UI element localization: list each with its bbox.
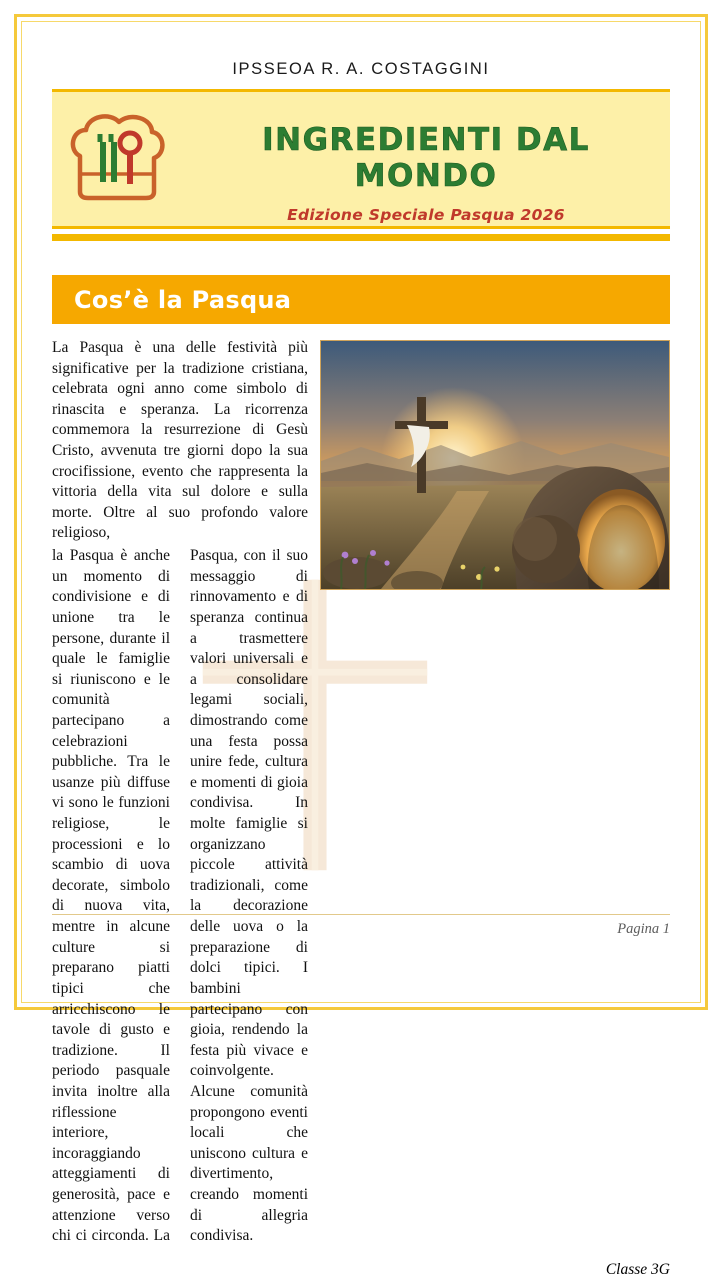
article-body: [52, 338, 670, 1279]
article-columns: [52, 546, 308, 1247]
page-footer: [52, 914, 670, 938]
article-photo: [320, 340, 670, 590]
article-signature: Classe 3G: [605, 1260, 670, 1278]
article-headline-text: Cos’è la Pasqua: [74, 285, 292, 314]
article-intro-paragraph: La Pasqua è una delle festività più significative per la tradizione cristiana, celebrata ogni anno come simbolo di rinascita e speranza. La ricorrenza commemora la resurrezione di Gesù Cristo, avvenuta tre giorni dopo la sua crocifissione, evento che rappresenta la vittoria della vita sul dolore e sulla morte. Oltre al suo profondo valore religioso,: [52, 339, 308, 542]
easter-sunrise-tomb-image: [321, 341, 669, 589]
article: [52, 275, 670, 1279]
article-body-paragraph: la Pasqua è anche un momento di condivisione e di unione tra le persone, durante il quale le famiglie si riuniscono e le comunità partecipano a celebrazioni pubbliche. Tra le usanze più diffuse vi sono le funzioni religiose, le processioni e lo scambio di uova decorate, simbolo di nuova vita, mentre in alcune culture si preparano piatti tipici che arricchiscono le tavole di gusto e tradizione. Il periodo pasquale invita inoltre alla riflessione interiore, incoraggiando atteggiamenti di generosità, pace e attenzione verso chi ci circonda. La Pasqua, con il suo messaggio di rinnovamento e di speranza continua a trasmettere valori universali e a consolidare legami sociali, dimostrando come una festa possa unire fede, cultura e momenti di gioia condivisa. In molte famiglie si organizzano piccole attività tradizionali, come la decorazione delle uova o la preparazione di dolci tipici. I bambini partecipano con gioia, rendendo la festa più vivace e coinvolgente. Alcune comunità propongono eventi locali che uniscono cultura e divertimento, creando momenti di allegria condivisa.: [52, 547, 308, 1245]
masthead-bottom-rule: [52, 234, 670, 241]
school-name: IPSSEOA R. A. COSTAGGINI: [232, 60, 490, 78]
masthead-subtitle: Edizione Speciale Pasqua 2026: [287, 206, 565, 224]
page-content: [52, 52, 670, 1278]
chef-hat-utensils-logo-icon: [66, 106, 176, 210]
page-number: Pagina 1: [617, 921, 670, 937]
masthead: [52, 89, 670, 229]
masthead-title: INGREDIENTI DAL MONDO: [262, 122, 590, 194]
masthead-text: [192, 122, 660, 224]
article-headline: [52, 275, 670, 324]
